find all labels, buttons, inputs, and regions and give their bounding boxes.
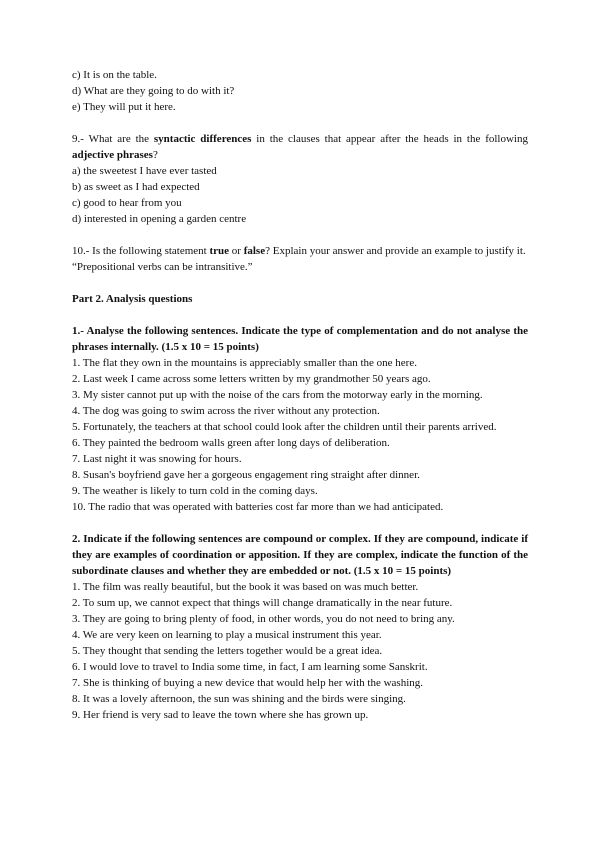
analysis-question-2-heading: 2. Indicate if the following sentences are compound or complex. If they are compound, indicate if they are examples of coordination or apposition. If they are complex, indicate the function of the subordinate clauses and whether they are embedded or not. (1.5 x 10 = 15 points) [72, 533, 528, 577]
list-item: 1. The film was really beautiful, but the book it was based on was much better. [72, 581, 419, 593]
list-item: 3. My sister cannot put up with the noise of the cars from the motorway early in the morning. [72, 389, 483, 401]
list-item: c) good to hear from you [72, 197, 182, 209]
list-item: 7. Last night it was snowing for hours. [72, 453, 242, 465]
part-2-title: Part 2. Analysis questions [72, 293, 193, 305]
list-item: 2. Last week I came across some letters written by my grandmother 50 years ago. [72, 373, 431, 385]
list-item: 9. Her friend is very sad to leave the town where she has grown up. [72, 709, 369, 721]
list-item: 8. Susan's boyfriend gave her a gorgeous engagement ring straight after dinner. [72, 469, 420, 481]
question-10-prompt: 10.- Is the following statement true or false? Explain your answer and provide an example to justify it. [72, 245, 526, 257]
list-item: 3. They are going to bring plenty of food, in other words, you do not need to bring any. [72, 613, 455, 625]
list-item: 5. They thought that sending the letters together would be a great idea. [72, 645, 383, 657]
list-item: 8. It was a lovely afternoon, the sun was shining and the birds were singing. [72, 693, 406, 705]
list-item: 6. I would love to travel to India some time, in fact, I am learning some Sanskrit. [72, 661, 428, 673]
list-item: 4. The dog was going to swim across the river without any protection. [72, 405, 380, 417]
question-9 [72, 131, 528, 227]
analysis-question-1-heading: 1.- Analyse the following sentences. Indicate the type of complementation and do not analyse the phrases internally. (1.5 x 10 = 15 points) [72, 325, 528, 353]
list-item: 5. Fortunately, the teachers at that school could look after the children until their parents arrived. [72, 421, 497, 433]
list-item: d) interested in opening a garden centre [72, 213, 247, 225]
list-item: a) the sweetest I have ever tasted [72, 165, 217, 177]
list-item: 9. The weather is likely to turn cold in the coming days. [72, 485, 318, 497]
question-10-quote: “Prepositional verbs can be intransitive.” [72, 261, 253, 273]
list-item: d) What are they going to do with it? [72, 85, 235, 97]
list-item: e) They will put it here. [72, 101, 176, 113]
question-10 [72, 243, 528, 275]
list-item: 7. She is thinking of buying a new device that would help her with the washing. [72, 677, 424, 689]
list-item: 2. To sum up, we cannot expect that things will change dramatically in the near future. [72, 597, 453, 609]
list-item: 1. The flat they own in the mountains is appreciably smaller than the one here. [72, 357, 417, 369]
analysis-question-2 [72, 531, 528, 723]
list-item: c) It is on the table. [72, 69, 157, 81]
list-item: 6. They painted the bedroom walls green after long days of deliberation. [72, 437, 390, 449]
list-item: 4. We are very keen on learning to play a musical instrument this year. [72, 629, 382, 641]
question-9-prompt: 9.- What are the syntactic differences in the clauses that appear after the heads in the following adjective phrases? [72, 133, 528, 161]
page-content [72, 67, 528, 723]
analysis-question-1 [72, 323, 528, 515]
list-item: 10. The radio that was operated with batteries cost far more than we had anticipated. [72, 501, 444, 513]
previous-question-options [72, 67, 528, 115]
list-item: b) as sweet as I had expected [72, 181, 200, 193]
